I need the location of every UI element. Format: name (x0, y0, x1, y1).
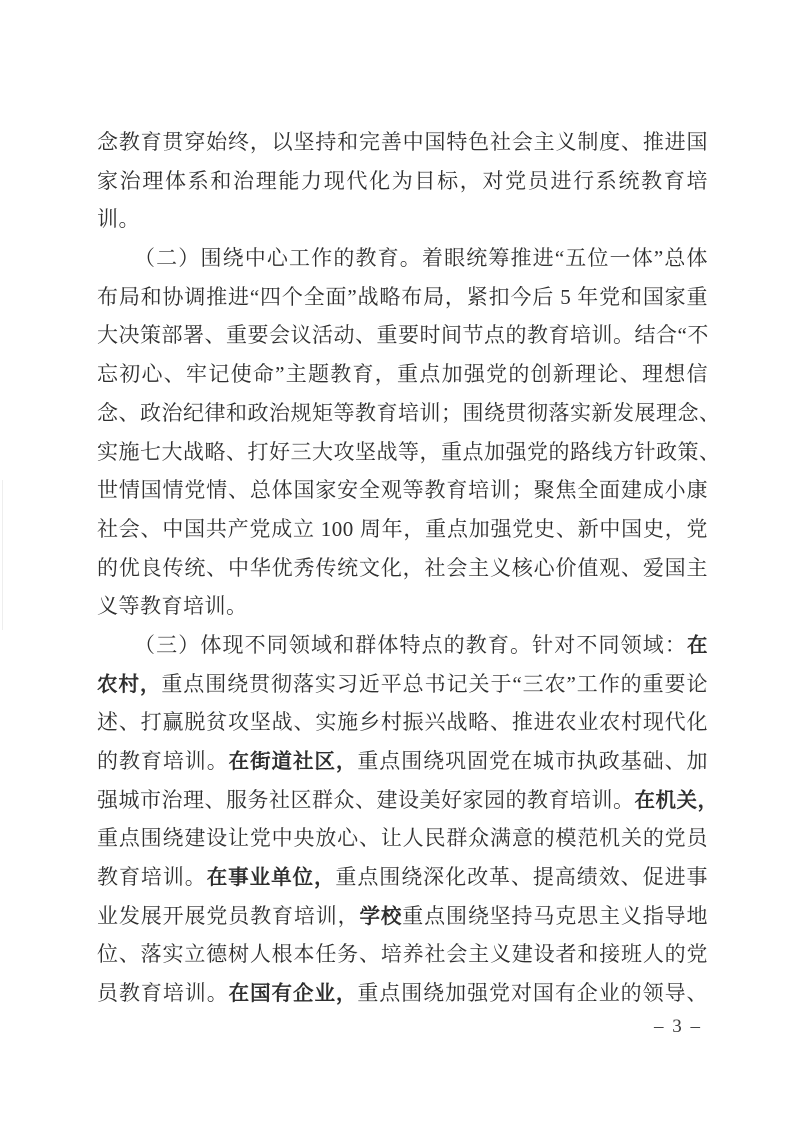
text-line (97, 626, 708, 665)
text-run: 的优良传统、中华优秀传统文化，社会主义核心价值观、爱国主 (97, 555, 708, 580)
text-line (97, 239, 708, 278)
text-run: （二）围绕中心工作的教育。着眼统筹推进“五位一体”总体 (134, 246, 708, 271)
text-line (97, 935, 708, 974)
text-run: 义等教育培训。 (97, 594, 248, 619)
bold-text-run: 在街道社区， (228, 750, 358, 773)
bold-text-run: 在国有企业， (228, 982, 358, 1006)
text-line (97, 549, 708, 588)
bold-text-run: 学校 (359, 904, 403, 928)
text-run: 教育培训。 (97, 865, 207, 890)
text-run: 员教育培训。 (97, 981, 229, 1006)
text-line (97, 200, 708, 239)
text-run: 重点围绕加强党对国有企业的领导、 (357, 981, 709, 1006)
text-line (97, 471, 708, 510)
text-run: 训。 (97, 207, 140, 232)
text-line (97, 316, 708, 355)
text-line (97, 781, 719, 820)
text-line (97, 162, 708, 201)
text-line (97, 394, 721, 433)
text-line (97, 355, 708, 394)
document-lines (97, 123, 721, 1013)
text-run: 布局和协调推进“四个全面”战略布局，紧扣今后 5 年党和国家重 (97, 284, 708, 309)
bold-text-run: 农村， (97, 672, 162, 696)
text-run: 述、打赢脱贫攻坚战、实施乡村振兴战略、推进农业农村现代化 (97, 710, 708, 735)
text-run: 重点围绕建设让党中央放心、让人民群众满意的模范机关的党员 (97, 826, 708, 851)
page-number: – 3 – (654, 1016, 702, 1037)
text-run: 的教育培训。 (97, 749, 229, 773)
text-run: 社会、中国共产党成立 100 周年，重点加强党史、新中国史，党 (97, 516, 708, 541)
text-line (97, 278, 708, 317)
text-run: 重点围绕深化改革、提高绩效、促进事 (335, 865, 709, 890)
text-line (97, 665, 708, 704)
bold-text-run: 在 (687, 633, 708, 657)
text-run: 重点围绕巩固党在城市执政基础、加 (357, 749, 709, 773)
text-line (97, 123, 708, 162)
text-run: 位、落实立德树人根本任务、培养社会主义建设者和接班人的党 (97, 942, 708, 967)
text-line (97, 587, 708, 626)
text-line (97, 897, 708, 936)
bold-text-run: 在事业单位， (206, 866, 336, 890)
text-line (97, 819, 708, 858)
text-run: （三）体现不同领域和群体特点的教育。针对不同领域： (134, 632, 687, 657)
text-run: 大决策部署、重要会议活动、重要时间节点的教育培训。结合“不 (97, 323, 709, 348)
text-run: 世情国情党情、总体国家安全观等教育培训；聚焦全面建成小康 (97, 478, 708, 503)
text-line (97, 858, 708, 897)
text-line (97, 703, 708, 742)
text-run: 重点围绕贯彻落实习近平总书记关于“三农”工作的重要论 (161, 671, 709, 696)
text-line (97, 433, 721, 472)
text-run: 强城市治理、服务社区群众、建设美好家园的教育培训。 (97, 787, 635, 812)
text-line (97, 974, 708, 1013)
text-run: 家治理体系和治理能力现代化为目标，对党员进行系统教育培 (97, 168, 708, 193)
text-run: 忘初心、牢记使命”主题教育，重点加强党的创新理论、理想信 (97, 362, 708, 387)
bold-text-run: 在机关， (634, 788, 719, 812)
text-line (97, 510, 708, 549)
text-run: 实施七大战略、打好三大攻坚战等，重点加强党的路线方针政策、 (97, 439, 721, 464)
text-run: 重点围绕坚持马克思主义指导地 (402, 903, 709, 928)
text-run: 念教育贯穿始终，以坚持和完善中国特色社会主义制度、推进国 (97, 130, 708, 154)
text-line (97, 742, 708, 781)
scan-artifact (2, 480, 3, 630)
text-run: 业发展开展党员教育培训， (97, 903, 360, 928)
text-run: 念、政治纪律和政治规矩等教育培训；围绕贯彻落实新发展理念、 (97, 400, 721, 425)
